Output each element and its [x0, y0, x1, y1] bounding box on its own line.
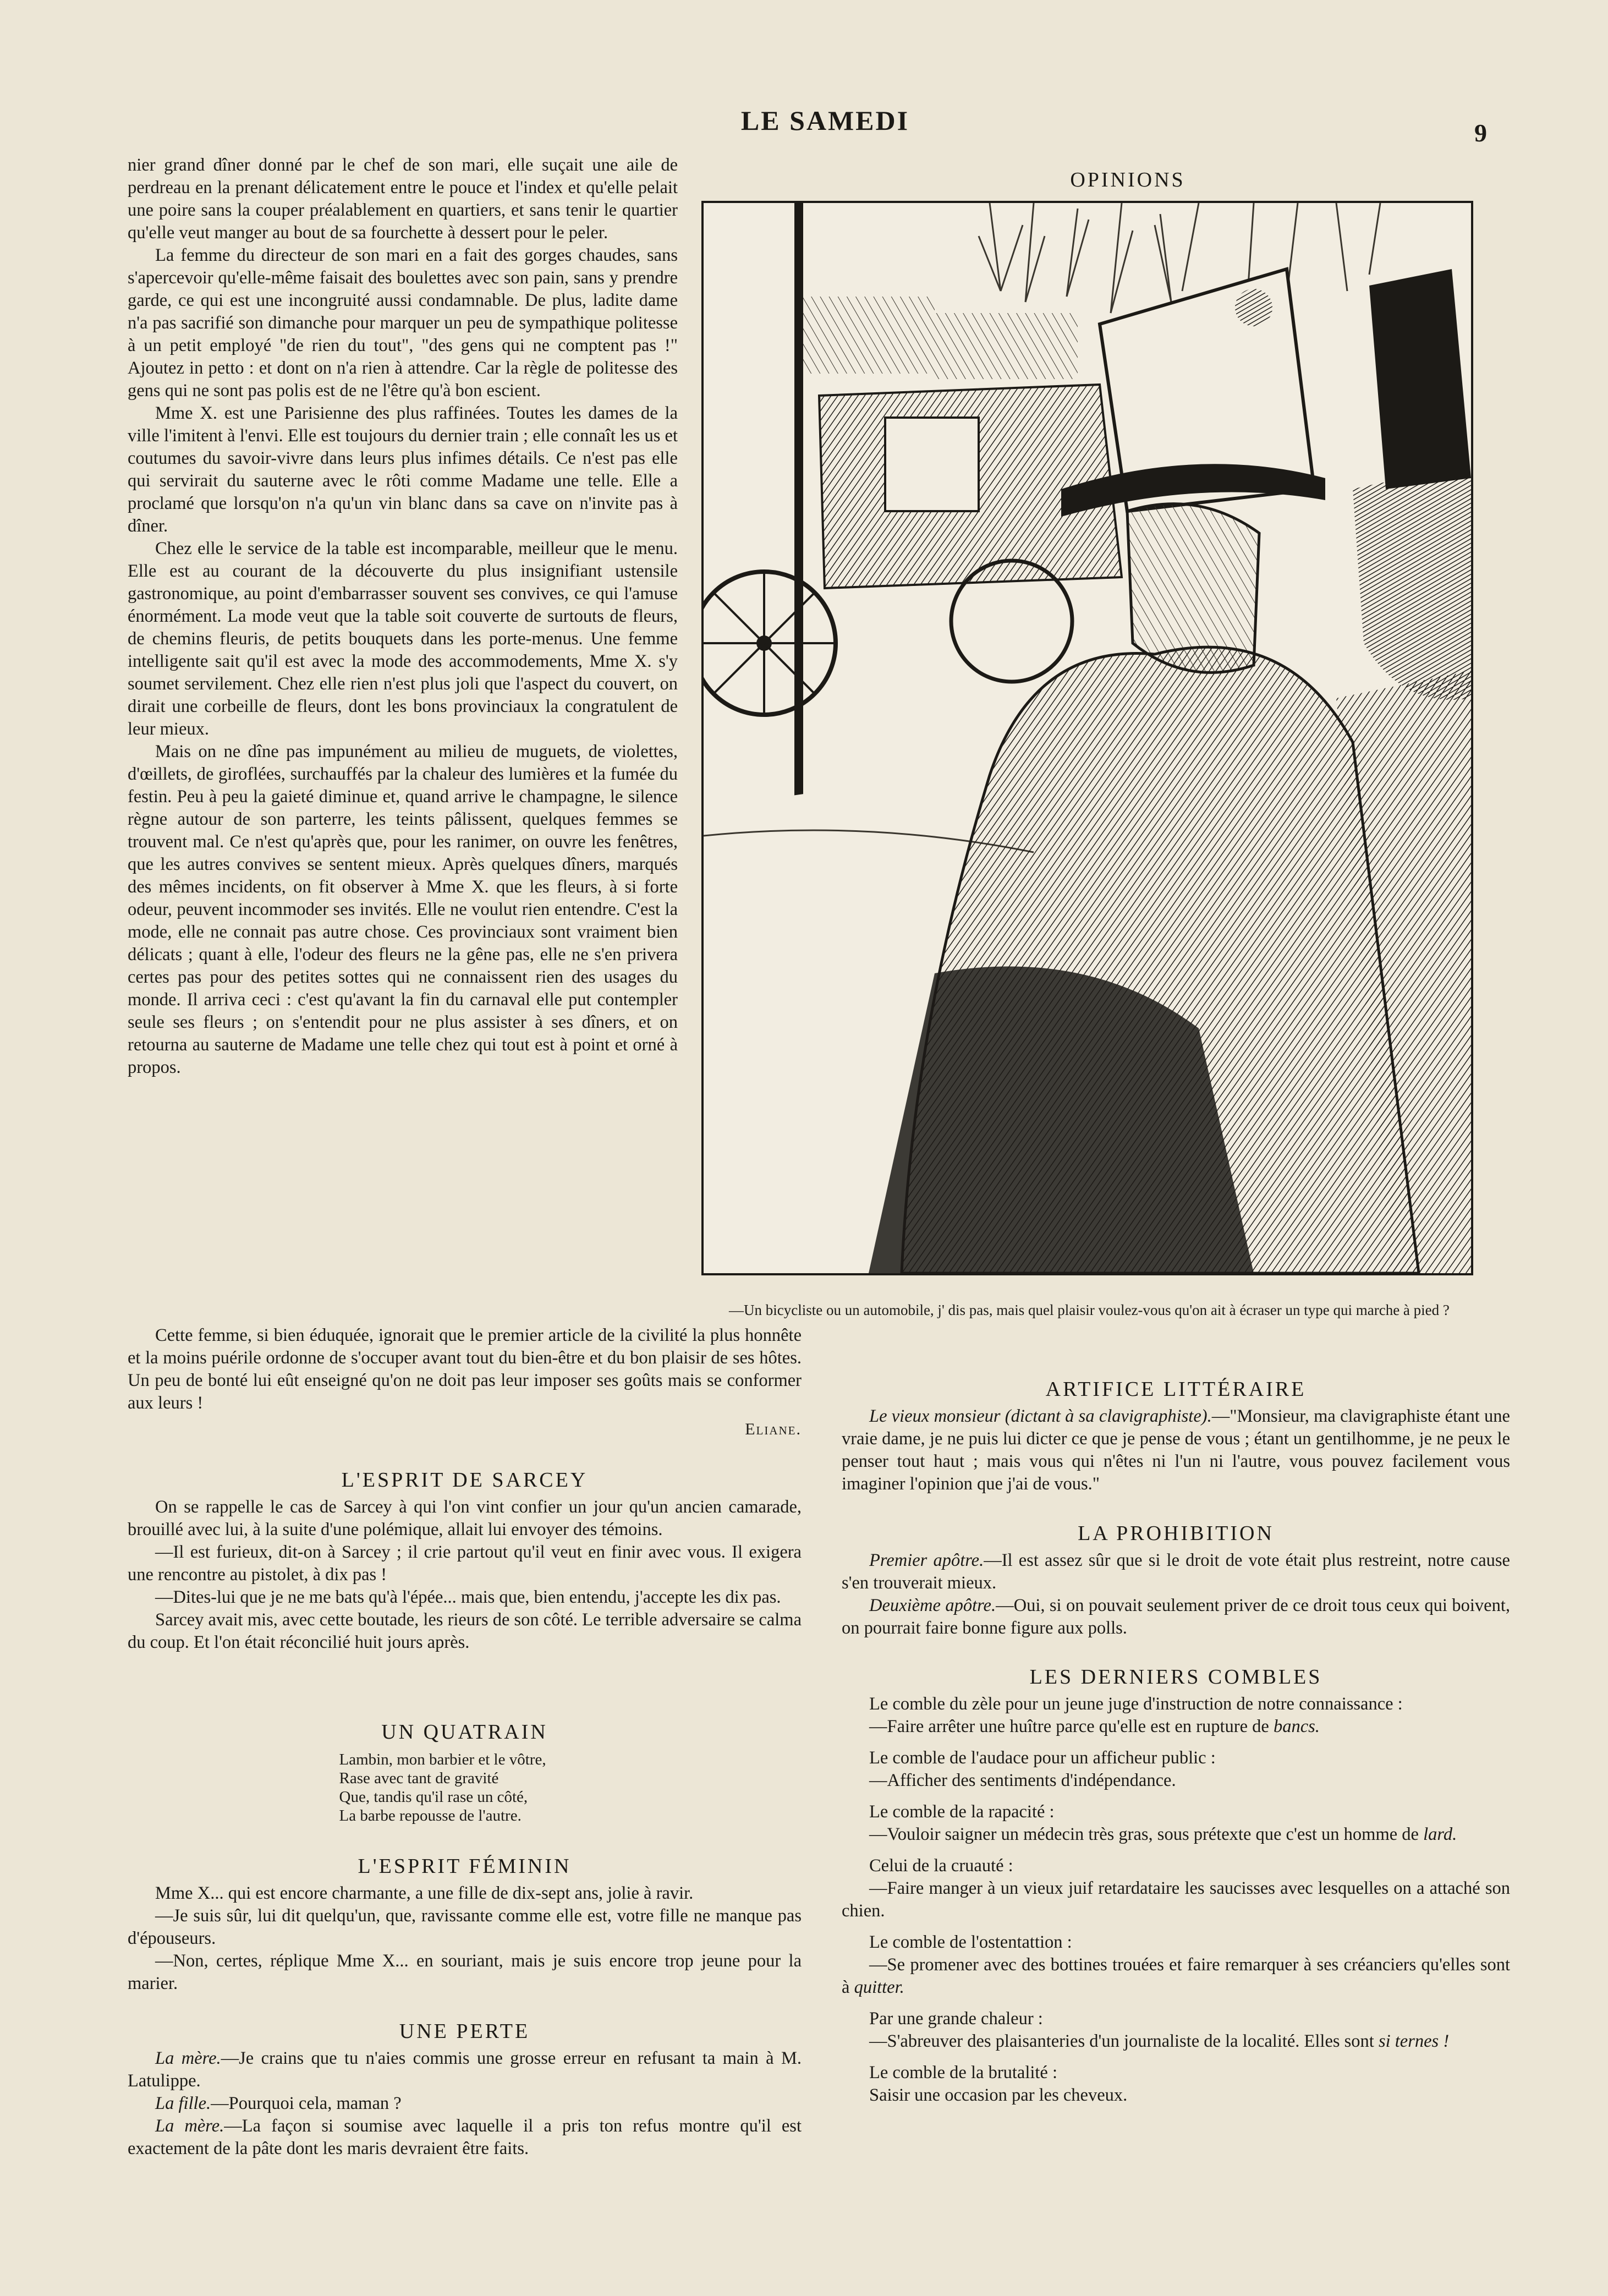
section-paragraph: —Je suis sûr, lui dit quelqu'un, que, ravissante comme elle est, votre fille ne manque pas d'épouseurs.: [128, 1906, 802, 1948]
comble-item: [842, 1693, 1510, 1738]
comble-item: [842, 1747, 1510, 1792]
comble-question: Celui de la cruauté :: [869, 1856, 1013, 1876]
article-paragraph: La femme du directeur de son mari en a fait des gorges chaudes, sans s'apercevoir qu'elle-même faisait des boulettes avec son pain, sans y prendre garde, ce qui est une incongruité aussi condamnable. De plus, ladite dame n'a pas sacrifié son dimanche pour marquer un peu de sympathique politesse à un petit employé "de rien du tout", "des gens qui ne comptent pas !" Ajoutez in petto : et dont on n'a rien à attendre. Car la règle de politesse des gens qui ne sont pas polis est de ne l'être qu'à bon escient.: [128, 245, 678, 401]
article-paragraph: Mme X. est une Parisienne des plus raffinées. Toutes les dames de la ville l'imitent à l'envi. Elle est toujours du dernier train ; elle connaît les us et coutumes du savoir-vivre dans leurs plus infimes détails. Ce n'est pas elle qui servirait du sauterne avec le rôti comme Madame une telle. Elle a proclamé que lorsqu'on n'a qu'un vin blanc dans sa cave on n'invite pas à dîner.: [128, 403, 678, 536]
comble-answer: [842, 2030, 1510, 2053]
comble-item: [842, 1931, 1510, 1999]
section-paragraph: Sarcey avait mis, avec cette boutade, les rieurs de son côté. Le terrible adversaire se calma du coup. Et l'on était réconcilié huit jours après.: [128, 1610, 802, 1652]
comble-item: [842, 2062, 1510, 2107]
article-closing: [128, 1324, 802, 1440]
section-paragraph: [842, 1405, 1510, 1495]
article-paragraph: Chez elle le service de la table est incomparable, meilleur que le menu. Elle est au courant de la découverte du plus insignifiant ustensile gastronomique, au point d'embarrasser souvent ses convives, ce qui l'amuse énormément. La mode veut que la table soit couverte de surtouts de fleurs, de chemins fleuris, de petits bouquets dans les porte-menus. Une femme intelligente sait qu'il est avec la mode des accommodements, Mme X. s'y soumet servilement. Chez elle rien n'est plus joli que l'aspect du couvert, on dirait une corbeille de fleurs, dont les bons provinciaux la congratulent de leur mieux.: [128, 539, 678, 739]
speaker: La mère.: [155, 2048, 221, 2068]
line-text: —"Monsieur, ma clavigraphiste étant une vraie dame, je ne puis lui dicter ce que je pense de vous ; étant un gentilhomme, je ne peux le penser tout haut ; mais vous qui n'êtes ni l'un ni l'autre, vous pouvez facilement vous imaginer l'opinion que j'ai de vous.": [842, 1406, 1510, 1494]
engraving-illustration: [704, 203, 1471, 1273]
section-title: UNE PERTE: [399, 2020, 530, 2043]
answer-text: —Vouloir saigner un médecin très gras, sous prétexte que c'est un homme de: [869, 1824, 1424, 1844]
answer-text: —Se promener avec des bottines trouées et faire remarquer à ses créanciers qu'elles sont à: [842, 1955, 1510, 1997]
comble-item: [842, 2008, 1510, 2053]
left-article: [128, 154, 678, 1079]
section-quatrain: [128, 1721, 802, 1825]
comble-answer: [842, 1954, 1510, 1999]
answer-pun: quitter.: [854, 1977, 904, 1997]
illustration-frame: [701, 201, 1473, 1275]
dialogue-line: [128, 2115, 802, 2160]
illustration-caption: [701, 1301, 1521, 1319]
answer-pun: si ternes !: [1378, 2031, 1450, 2051]
comble-item: [842, 1801, 1510, 1846]
section-artifice: [842, 1378, 1510, 1495]
answer-text: Saisir une occasion par les cheveux.: [869, 2085, 1128, 2105]
poem-line: Que, tandis qu'il rase un côté,: [339, 1788, 528, 1806]
bare-trees: [979, 203, 1380, 313]
comble-question: Le comble du zèle pour un jeune juge d'instruction de notre connaissance :: [869, 1694, 1403, 1714]
answer-text: —Faire manger à un vieux juif retardataire les saucisses avec lesquelles on a attaché son chien.: [842, 1878, 1510, 1921]
speaker: La fille.: [155, 2094, 211, 2113]
comble-answer: [842, 2084, 1510, 2107]
poem-line: Lambin, mon barbier et le vôtre,: [339, 1751, 546, 1768]
comble-item: [842, 1855, 1510, 1922]
illustration-title: OPINIONS: [1070, 168, 1186, 191]
section-esprit-feminin: [128, 1855, 802, 1995]
masthead-title: LE SAMEDI: [740, 105, 910, 136]
caption-text: —Un bicycliste ou un automobile, j' dis pas, mais quel plaisir voulez-vous qu'on ait à écraser un type qui marche à pied ?: [729, 1302, 1450, 1318]
answer-text: —Afficher des sentiments d'indépendance.: [869, 1771, 1176, 1790]
line-text: —Je crains que tu n'aies commis une grosse erreur en refusant ta main à M. Latulippe.: [128, 2048, 802, 2091]
article-paragraph: Cette femme, si bien éduquée, ignorait que le premier article de la civilité la plus honnête et la moins puérile ordonne de s'occuper avant tout du bien-être et du bon plaisir de ses hôtes. Un peu de bonté lui eût enseigné qu'on ne doit pas leur imposer ses goûts mais se conformer aux leurs !: [128, 1325, 802, 1413]
comble-question: Le comble de la brutalité :: [869, 2063, 1058, 2083]
line-text: —Oui, si on pouvait seulement priver de ce droit tous ceux qui boivent, on pourrait faire bonne figure aux polls.: [842, 1596, 1510, 1638]
section-paragraph: —Il est furieux, dit-on à Sarcey ; il crie partout qu'il veut en finir avec vous. Il exigera une rencontre au pistolet, à dix pas !: [128, 1542, 802, 1585]
speaker: Deuxième apôtre.: [869, 1596, 996, 1615]
dialogue-line: [842, 1549, 1510, 1594]
building: [935, 313, 1078, 379]
answer-pun: lard.: [1423, 1824, 1457, 1844]
answer-text: —S'abreuver des plaisanteries d'un journaliste de la localité. Elles sont: [869, 2031, 1379, 2051]
dialogue-line: [128, 2092, 802, 2115]
article-signature: Eliane.: [745, 1420, 802, 1438]
line-text: —Pourquoi cela, maman ?: [211, 2094, 402, 2113]
section-title: UN QUATRAIN: [381, 1720, 548, 1744]
hat-cockade: [1235, 289, 1272, 326]
comble-answer: [842, 1823, 1510, 1846]
carriage-window: [885, 418, 979, 511]
answer-text: —Faire arrêter une huître parce qu'elle est en rupture de: [869, 1717, 1274, 1736]
quatrain-poem: [338, 1750, 591, 1825]
section-paragraph: On se rappelle le cas de Sarcey à qui l'on vint confier un jour qu'un ancien camarade, brouillé avec lui, à la suite d'une polémique, allait lui envoyer des témoins.: [128, 1497, 802, 1539]
poem-line: Rase avec tant de gravité: [339, 1769, 499, 1787]
comble-question: Le comble de l'ostentattion :: [869, 1932, 1072, 1952]
section-title: L'ESPRIT DE SARCEY: [341, 1468, 588, 1492]
article-paragraph: nier grand dîner donné par le chef de son mari, elle suçait une aile de perdreau en la prenant délicatement entre le pouce et l'index et qu'elle pelait une poire sans la couper préalablement en quartiers, et sans tenir le quartier qu'elle veut manger au bout de sa fourchette à dessert pour le peler.: [128, 155, 678, 243]
section-paragraph: Mme X... qui est encore charmante, a une fille de dix-sept ans, jolie à ravir.: [155, 1883, 694, 1903]
line-text: —Il est assez sûr que si le droit de vote était plus restreint, notre cause s'en trouverait mieux.: [842, 1550, 1510, 1593]
section-title: L'ESPRIT FÉMININ: [358, 1855, 572, 1878]
comble-answer: [842, 1716, 1510, 1738]
dialogue-line: [128, 2047, 802, 2092]
section-prohibition: [842, 1522, 1510, 1640]
section-title: LES DERNIERS COMBLES: [1029, 1665, 1322, 1689]
line-text: —La façon si soumise avec laquelle il a pris ton refus montre qu'il est exactement de la pâte dont les maris devraient être faits.: [128, 2116, 802, 2158]
poem-line: La barbe repousse de l'autre.: [339, 1807, 522, 1824]
section-une-perte: [128, 2020, 802, 2160]
building: [803, 297, 935, 374]
speaker: Le vieux monsieur (dictant à sa clavigraphiste).: [869, 1406, 1212, 1426]
speaker: Premier apôtre.: [869, 1550, 984, 1570]
comble-answer: [842, 1769, 1510, 1792]
section-paragraph: —Dites-lui que je ne me bats qu'à l'épée... mais que, bien entendu, j'accepte les dix pas.: [155, 1587, 781, 1607]
section-title: ARTIFICE LITTÉRAIRE: [1045, 1378, 1307, 1401]
comble-question: Le comble de l'audace pour un afficheur public :: [869, 1748, 1216, 1768]
dialogue-line: [842, 1594, 1510, 1640]
comble-question: Par une grande chaleur :: [869, 2009, 1043, 2029]
section-combles: [842, 1666, 1510, 2107]
answer-pun: bancs.: [1273, 1717, 1320, 1736]
article-paragraph: Mais on ne dîne pas impunément au milieu de muguets, de violettes, d'œillets, de giroflées, surchauffés par la chaleur des lumières et la fumée du festin. Peu à peu la gaieté diminue et, quand arrive le champagne, le silence règne autour de son parterre, les teints pâlissent, quelques femmes se trouvent mal. Ce n'est qu'après que, pour les ranimer, on ouvre les fenêtres, que les autres convives se sentent mieux. Après quelques dîners, marqués des mêmes incidents, on fit observer à Mme X. que les fleurs, à si forte odeur, peuvent incommoder ses invités. Elle ne voulut rien entendre. C'est la mode, elle ne connait pas autre chose. Ces provinciaux sont vraiment bien délicats ; quant à elle, l'odeur des fleurs ne la gêne pas, elle ne s'en privera certes pas pour des petites sottes qui ne connaissent rien des usages du monde. Il arriva ceci : c'est qu'avant la fin du carnaval elle put contempler seule ses fleurs ; on s'entendit pour ne plus assister à ses dîners, et on retourna au sauterne de Madame une telle chez qui tout est à point et orné à propos.: [128, 742, 678, 1077]
section-paragraph: —Non, certes, réplique Mme X... en souriant, mais je suis encore trop jeune pour la marier.: [128, 1951, 802, 1993]
second-top-hat: [1369, 269, 1471, 489]
section-esprit-sarcey: [128, 1469, 802, 1654]
second-figure-face: [1353, 477, 1471, 700]
speaker: La mère.: [155, 2116, 224, 2136]
comble-question: Le comble de la rapacité :: [869, 1802, 1055, 1822]
section-title: LA PROHIBITION: [1078, 1522, 1274, 1545]
page-number: 9: [1474, 119, 1487, 147]
comble-answer: [842, 1877, 1510, 1922]
